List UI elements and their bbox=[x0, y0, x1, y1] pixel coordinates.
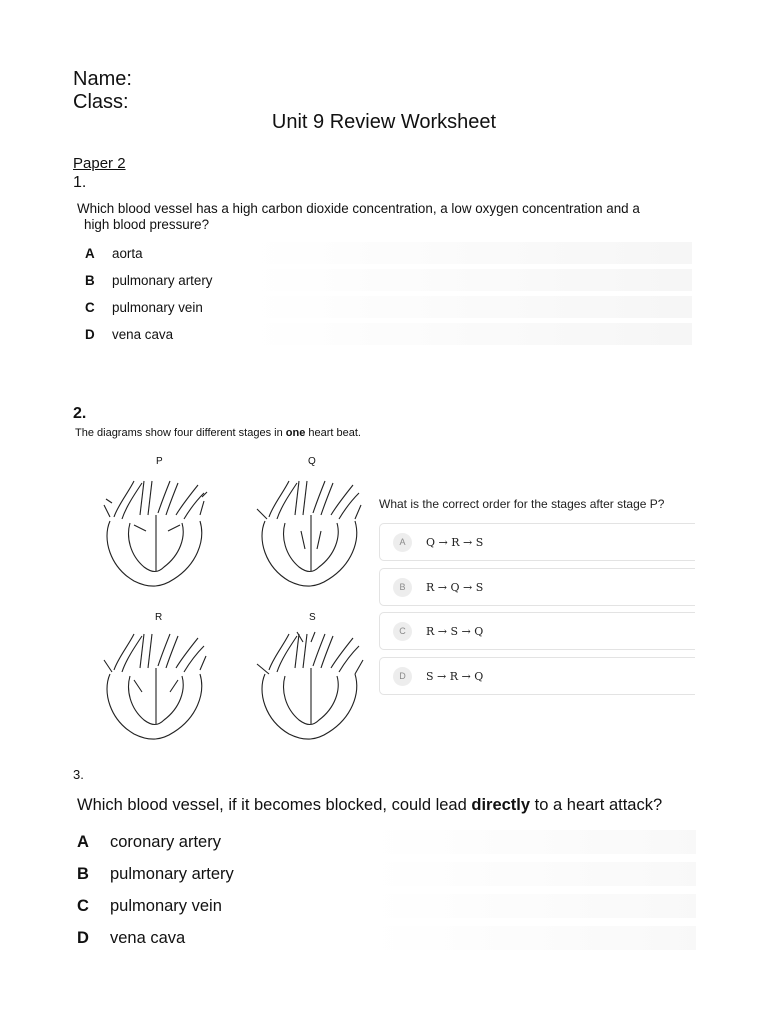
q3-text-bold: directly bbox=[471, 796, 531, 814]
heart-diagram-q bbox=[255, 475, 370, 590]
q3-option-shade bbox=[370, 862, 696, 886]
option-text: coronary artery bbox=[110, 832, 221, 851]
class-label: Class: bbox=[73, 91, 129, 113]
q3-option-a[interactable] bbox=[77, 830, 221, 854]
q2-choice-c[interactable] bbox=[379, 612, 695, 650]
option-text: vena cava bbox=[110, 928, 186, 947]
option-letter: D bbox=[77, 928, 89, 947]
option-letter: C bbox=[77, 896, 89, 915]
name-label: Name: bbox=[73, 68, 132, 90]
choice-letter: A bbox=[393, 533, 412, 552]
q3-option-shade bbox=[370, 830, 696, 854]
q3-number: 3. bbox=[73, 767, 84, 782]
q1-option-shade bbox=[250, 269, 692, 291]
option-text: vena cava bbox=[112, 326, 174, 342]
choice-letter: B bbox=[393, 578, 412, 597]
q1-option-c[interactable] bbox=[85, 296, 203, 318]
q3-option-shade bbox=[370, 894, 696, 918]
worksheet-title: Unit 9 Review Worksheet bbox=[271, 111, 497, 133]
paper-label: Paper 2 bbox=[73, 155, 126, 172]
q1-text-line1: Which blood vessel has a high carbon dioxide concentration, a low oxygen concentration and a bbox=[77, 201, 640, 216]
q2-choice-a[interactable] bbox=[379, 523, 695, 561]
q2-question: What is the correct order for the stages after stage P? bbox=[379, 497, 665, 511]
q2-text-part: heart beat. bbox=[305, 427, 361, 439]
option-text: pulmonary vein bbox=[112, 299, 203, 315]
q1-option-shade bbox=[250, 242, 692, 264]
diagram-label-q: Q bbox=[308, 456, 316, 467]
diagram-label-s: S bbox=[309, 612, 316, 623]
option-text: aorta bbox=[112, 245, 143, 261]
choice-letter: D bbox=[393, 667, 412, 686]
heart-diagram-r bbox=[100, 628, 215, 743]
choice-text: Q → R → S bbox=[426, 535, 484, 549]
option-letter: D bbox=[85, 326, 95, 342]
option-text: pulmonary artery bbox=[112, 272, 213, 288]
diagram-label-p: P bbox=[156, 456, 163, 467]
q2-text-part: The diagrams show four different stages in bbox=[75, 427, 286, 439]
option-letter: A bbox=[77, 832, 89, 851]
choice-text: S → R → Q bbox=[426, 669, 484, 683]
q3-text bbox=[77, 796, 662, 815]
heart-diagram-p bbox=[100, 475, 215, 590]
q1-option-shade bbox=[250, 323, 692, 345]
q2-choice-d[interactable] bbox=[379, 657, 695, 695]
q1-number: 1. bbox=[73, 174, 87, 191]
q3-option-c[interactable] bbox=[77, 894, 222, 918]
q2-text-bold: one bbox=[285, 427, 306, 439]
option-letter: C bbox=[85, 299, 95, 315]
choice-letter: C bbox=[393, 622, 412, 641]
option-letter: B bbox=[85, 272, 95, 288]
q2-text bbox=[75, 427, 361, 439]
q1-option-b[interactable] bbox=[85, 269, 212, 291]
q1-option-d[interactable] bbox=[85, 323, 173, 345]
q2-number: 2. bbox=[73, 405, 87, 422]
option-letter: B bbox=[77, 864, 89, 883]
heart-diagram-s bbox=[255, 628, 370, 743]
q1-option-shade bbox=[250, 296, 692, 318]
choice-text: R → Q → S bbox=[426, 580, 484, 594]
q2-choice-b[interactable] bbox=[379, 568, 695, 606]
q1-text bbox=[77, 201, 695, 233]
q3-option-d[interactable] bbox=[77, 926, 185, 950]
q1-text-line2: high blood pressure? bbox=[84, 217, 210, 232]
option-text: pulmonary vein bbox=[110, 896, 222, 915]
option-text: pulmonary artery bbox=[110, 864, 234, 883]
q3-option-shade bbox=[370, 926, 696, 950]
q3-text-part: Which blood vessel, if it becomes blocked, could lead bbox=[77, 796, 472, 814]
q3-option-b[interactable] bbox=[77, 862, 234, 886]
choice-text: R → S → Q bbox=[426, 624, 484, 638]
q1-option-a[interactable] bbox=[85, 242, 143, 264]
q3-text-part: to a heart attack? bbox=[530, 796, 663, 814]
diagram-label-r: R bbox=[155, 612, 163, 623]
option-letter: A bbox=[85, 245, 95, 261]
